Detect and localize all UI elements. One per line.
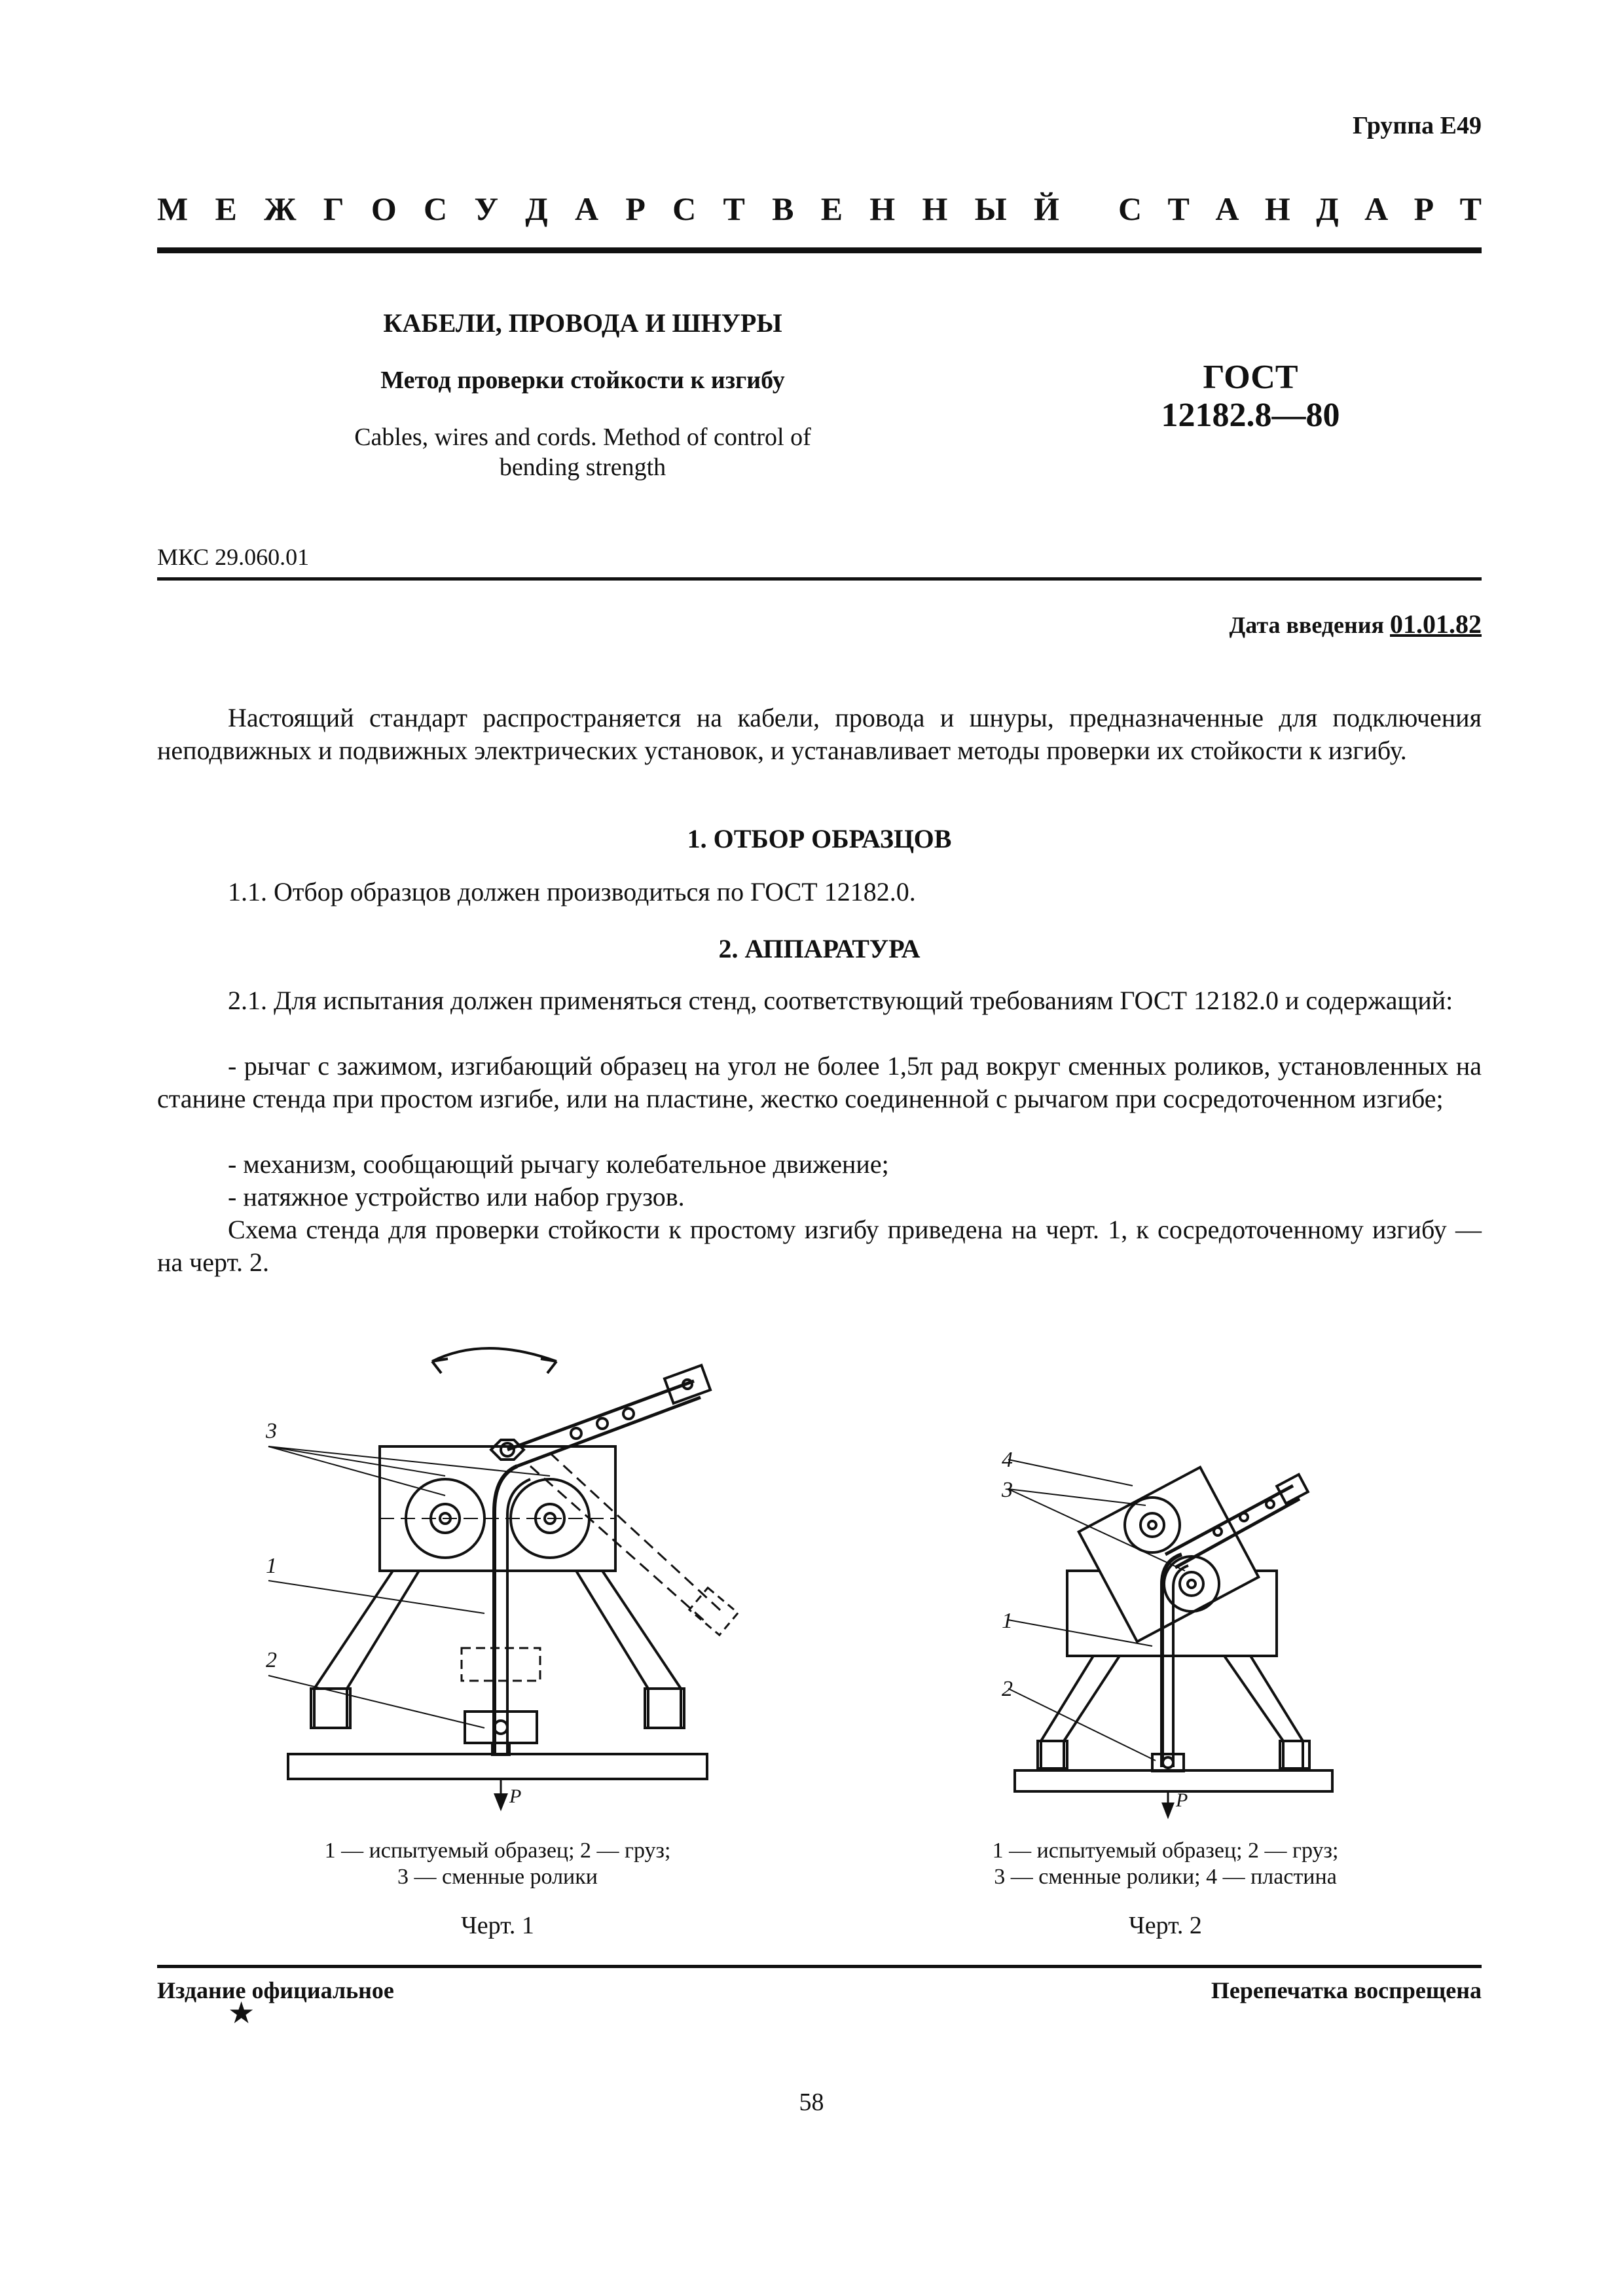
section2-item1: - рычаг с зажимом, изгибающий образец на угол не более 1,5π рад вокруг сменных роликов, установленных на станине стенда при простом изгибе, или на пластине, жестко соединенной с рычагом при сосредоточенном изгибе; [157,1051,1482,1113]
english-title-line1: Cables, wires and cords. Method of control of [354,423,811,451]
figure1-caption-line1: 1 — испытуемый образец; 2 — груз; [324,1839,671,1863]
document-title: КАБЕЛИ, ПРОВОДА И ШНУРЫ [383,308,782,338]
fig2-label-2: 2 [1002,1677,1013,1701]
fig2-label-4: 4 [1002,1448,1013,1472]
banner-word-standard: С Т А Н Д А Р Т [1118,190,1482,227]
date-label: Дата введения [1229,612,1384,638]
english-title-line2: bending strength [499,454,666,481]
section2-item2: - механизм, сообщающий рычагу колебательное движение; [228,1149,889,1179]
section2-heading: 2. АППАРАТУРА [718,934,921,963]
introduction-date [1230,609,1482,639]
english-title [288,422,877,482]
figure2-title: Черт. 2 [1129,1912,1202,1939]
header-rule [157,247,1482,253]
title-block [288,308,877,482]
group-code: Группа Е49 [1352,112,1482,139]
figure1-title: Черт. 1 [461,1912,534,1939]
standard-banner [157,190,1482,228]
fig1-label-1: 1 [266,1554,277,1578]
fig2-label-3: 3 [1002,1478,1013,1502]
figure1-caption [249,1838,746,1890]
official-edition: Издание официальное [157,1977,394,2003]
fig1-label-3: 3 [266,1419,277,1443]
fig2-label-1: 1 [1002,1609,1013,1633]
fig2-label-p: P [1176,1789,1188,1811]
intro-paragraph: Настоящий стандарт распространяется на кабели, провода и шнуры, предназначенные для подключения неподвижных и подвижных электрических установок, и устанавливает методы проверки их стойкости к изгибу. [157,703,1482,765]
gost-number: 12182.8—80 [1161,397,1340,434]
section2-item3: - натяжное устройство или набор грузов. [228,1182,685,1211]
section1-paragraph: 1.1. Отбор образцов должен производиться по ГОСТ 12182.0. [228,877,916,906]
figure1-drawing [249,1335,746,1820]
gost-label: ГОСТ [1203,359,1298,396]
figure2-caption [917,1838,1414,1890]
reprint-prohibited: Перепечатка воспрещена [1211,1977,1482,2003]
mks-rule [157,577,1482,581]
fig1-label-2: 2 [266,1648,277,1672]
mks-code: МКС 29.060.01 [157,544,310,570]
figure1-caption-line2: 3 — сменные ролики [397,1865,598,1889]
footer-rule [157,1965,1482,1968]
document-subtitle: Метод проверки стойкости к изгибу [380,367,785,394]
star-icon: ★ [228,1996,255,2030]
banner-word-interstate: М Е Ж Г О С У Д А Р С Т В Е Н Н Ы Й [157,190,1059,227]
section1-heading: 1. ОТБОР ОБРАЗЦОВ [687,824,952,853]
figure2-caption-line2: 3 — сменные ролики; 4 — пластина [994,1865,1337,1889]
section2-paragraph1: 2.1. Для испытания должен применяться стенд, соответствующий требованиям ГОСТ 12182.0 и содержащий: [228,986,1453,1015]
figure2-drawing [995,1440,1362,1820]
section2-paragraph2: Схема стенда для проверки стойкости к простому изгибу приведена на черт. 1, к сосредоточенному изгибу — на черт. 2. [157,1215,1482,1277]
page-number: 58 [799,2089,824,2116]
figure2-caption-line1: 1 — испытуемый образец; 2 — груз; [992,1839,1339,1863]
date-value: 01.01.82 [1390,609,1482,639]
gost-designation [1113,359,1388,435]
fig1-label-p: P [509,1785,522,1807]
